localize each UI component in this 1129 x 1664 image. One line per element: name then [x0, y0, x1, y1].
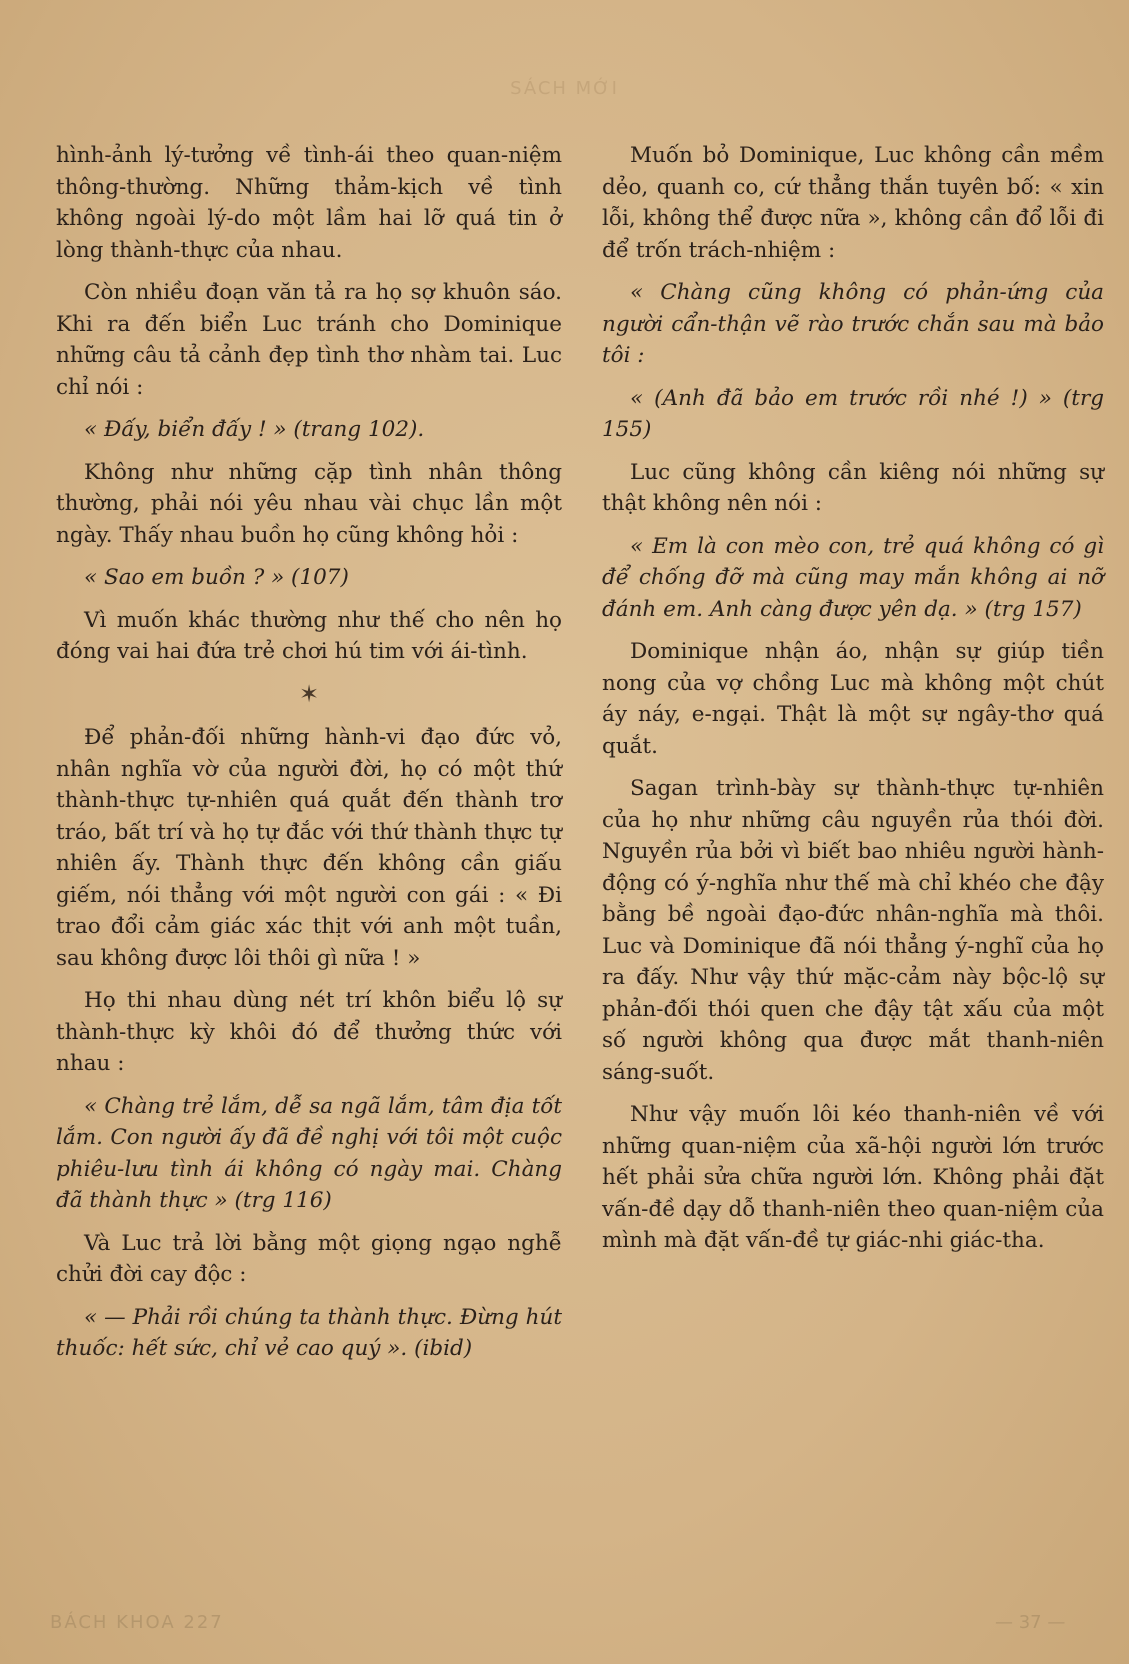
paragraph: « (Anh đã bảo em trước rồi nhé !) » (trg 155)	[602, 385, 1104, 442]
paragraph: « Chàng cũng không có phản-ứng của người cẩn-thận vẽ rào trước chắn sau mà bảo tôi :	[602, 280, 1104, 368]
footer-page-number: — 37 —	[995, 1612, 1066, 1633]
paragraph: Dominique nhận áo, nhận sự giúp tiền nong của vợ chồng Luc mà không một chút áy náy, e-ngại. Thật là một sự ngây-thơ quá quắt.	[602, 639, 1104, 759]
paragraph: Vì muốn khác thường như thế cho nên họ đóng vai hai đứa trẻ chơi hú tim với ái-tình.	[56, 607, 562, 664]
left-column-body-continued	[56, 722, 562, 1365]
paragraph: Để phản-đối những hành-vi đạo đức vỏ, nhân nghĩa vờ của người đời, họ có một thứ thành-thực tự-nhiên quá quắt đến thành trơ tráo, bất trí và họ tự đắc với thứ thành thực tự nhiên ấy. Thành thực đến không cần giấu giếm, nói thẳng với một người con gái : « Đi trao đổi cảm giác xác thịt với anh một tuần, sau không được lôi thôi gì nữa ! »	[56, 725, 562, 971]
paragraph: Và Luc trả lời bằng một giọng ngạo nghễ chửi đời cay độc :	[56, 1230, 562, 1287]
paragraph: « — Phải rồi chúng ta thành thực. Đừng hút thuốc: hết sức, chỉ vẻ cao quý ». (ibid)	[56, 1304, 562, 1361]
left-column	[56, 140, 562, 1376]
paragraph: « Đấy, biển đấy ! » (trang 102).	[84, 417, 425, 442]
footer-magazine: BÁCH KHOA 227	[50, 1612, 224, 1633]
paragraph: Sagan trình-bày sự thành-thực tự-nhiên của họ như những câu nguyền rủa thói đời. Nguyền rủa bởi vì biết bao nhiêu người hành-động có ý-nghĩa như thế mà chỉ khéo che đậy bằng bề ngoài đạo-đức nhân-nghĩa mà thôi. Luc và Dominique đã nói thẳng ý-nghĩ của họ ra đấy. Như vậy thứ mặc-cảm này bộc-lộ sự phản-đối thói quen che đậy tật xấu của một số người không qua được mắt thanh-niên sáng-suốt.	[602, 776, 1104, 1085]
section-separator: ✶	[298, 679, 320, 708]
running-head: SÁCH MỚI	[510, 78, 619, 99]
right-column-body	[602, 140, 1104, 1257]
paragraph: « Chàng trẻ lắm, dễ sa ngã lắm, tâm địa tốt lắm. Con người ấy đã đề nghị với tôi một cuộc phiêu-lưu tình ái không có ngày mai. Chàng đã thành thực » (trg 116)	[56, 1093, 562, 1213]
paragraph: « Sao em buồn ? » (107)	[84, 565, 349, 590]
right-column	[602, 140, 1104, 1268]
left-column-body	[56, 140, 562, 668]
paragraph: Như vậy muốn lôi kéo thanh-niên về với những quan-niệm của xã-hội người lớn trước hết phải sửa chữa người lớn. Không phải đặt vấn-đề dạy dỗ thanh-niên theo quan-niệm của mình mà đặt vấn-đề tự giác-nhi giác-tha.	[602, 1102, 1104, 1253]
paragraph: hình-ảnh lý-tưởng về tình-ái theo quan-niệm thông-thường. Những thảm-kịch về tình không ngoài lý-do một lầm hai lỡ quá tin ở lòng thành-thực của nhau.	[56, 143, 562, 263]
paragraph: Còn nhiều đoạn văn tả ra họ sợ khuôn sáo. Khi ra đến biển Luc tránh cho Dominique những câu tả cảnh đẹp tình thơ nhàm tai. Luc chỉ nói :	[56, 280, 562, 400]
paragraph: « Em là con mèo con, trẻ quá không có gì để chống đỡ mà cũng may mắn không ai nỡ đánh em. Anh càng được yên dạ. » (trg 157)	[602, 533, 1104, 622]
paragraph: Muốn bỏ Dominique, Luc không cần mềm dẻo, quanh co, cứ thẳng thắn tuyên bố: « xin lỗi, không thể được nữa », không cần đổ lỗi đi để trốn trách-nhiệm :	[602, 143, 1104, 263]
paragraph: Không như những cặp tình nhân thông thường, phải nói yêu nhau vài chục lần một ngày. Thấy nhau buồn họ cũng không hỏi :	[56, 459, 562, 548]
paragraph: Luc cũng không cần kiêng nói những sự thật không nên nói :	[602, 459, 1104, 516]
paragraph: Họ thi nhau dùng nét trí khôn biểu lộ sự thành-thực kỳ khôi đó để thưởng thức với nhau :	[56, 988, 562, 1076]
